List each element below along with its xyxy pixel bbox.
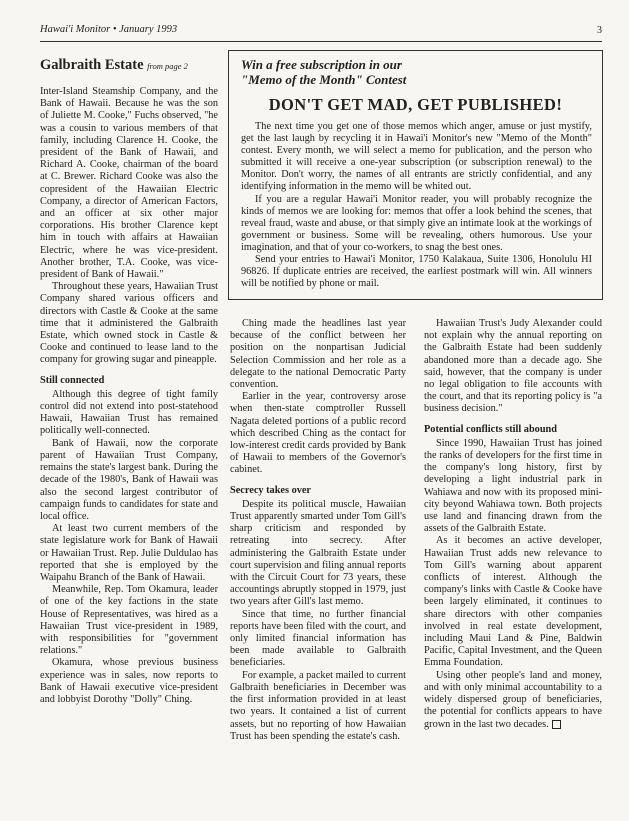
- end-of-article-icon: [552, 720, 561, 729]
- publication-line: Hawai'i Monitor • January 1993: [40, 24, 178, 35]
- subheading-still-connected: Still connected: [40, 374, 105, 386]
- paragraph: Hawaiian Trust's Judy Alexander could not explain why the annual reporting on the Galbraith Estate had been suddenly abandoned more than a decade ago. She said, however, that the company is under no legal obligation to file accounts with the court, and that its reporting policy is "a business decision.": [424, 318, 602, 415]
- paragraph: Bank of Hawaii, now the corporate parent of Hawaiian Trust Company, remains the state's largest bank. During the decade of the 1980's, Bank of Hawaii was also the second largest contributor of campaign funds to candidates for state and local office.: [40, 437, 218, 522]
- paragraph: Inter-Island Steamship Company, and the Bank of Hawaii. Because he was the son of Juliette M. Cooke," Fuchs observed, "he was a cousin to various members of that family, including Clarence H. Cooke, the president of the Bank of Hawaii, and Richard A. Cooke, chairman of the board at C. Brewer. Richard Cooke was also the copresident of the Hawaiian Electric Company, a director of American Factors, and an officer at six other major corporations. His brother Clarence kept him in touch with affairs at Hawaiian Electric, where he was vice-president. Another brother, T.A. Cooke, was vice-president of Bank of Hawaii.": [40, 86, 218, 281]
- paragraph: Meanwhile, Rep. Tom Okamura, leader of one of the key factions in the state House of Representatives, was hired as a Hawaiian Trust vice-president in 1989, with responsibilities for "government relations.": [40, 584, 218, 657]
- paragraph: Although this degree of tight family control did not extend into post-statehood Hawaii, Hawaiian Trust has remained politically well-connected.: [40, 388, 218, 437]
- paragraph: Ching made the headlines last year because of the conflict between her position on the nonpartisan Judicial Selection Commission and her role as a delegate to the national Democratic Party convention.: [230, 318, 406, 391]
- contest-title: [241, 57, 406, 87]
- contest-body: [241, 121, 592, 290]
- paragraph: Send your entries to Hawai'i Monitor, 1750 Kalakaua, Suite 1306, Honolulu HI 96826. If duplicate entries are received, the earliest postmark will win. All winners will be notified by phone or mail.: [241, 254, 592, 290]
- column-2: [230, 318, 406, 743]
- contest-title-line1: Win a free subscription in our: [241, 57, 402, 72]
- paragraph: Throughout these years, Hawaiian Trust Company shared various officers and directors with Castle & Cooke at the same time that it administered the Galbraith Estate, which owned stock in Castle & Cooke and continued to lease land to the company for growing sugar and pineapple.: [40, 281, 218, 366]
- paragraph: Since 1990, Hawaiian Trust has joined the ranks of developers for the first time in the company's long history, first by developing a light industrial park in Wahiawa and now with its proposed mini-city beyond Wahiawa town. Both projects use land and financing drawn from the assets of the Galbraith Estate.: [424, 437, 602, 535]
- continued-from-label: from page 2: [147, 61, 188, 71]
- header-rule: [40, 41, 602, 42]
- subheading-secrecy: Secrecy takes over: [230, 484, 312, 496]
- paragraph: Despite its political muscle, Hawaiian Trust apparently smarted under Tom Gill's sharp criticism and responded by retreating into secrecy. After administering the Galbraith Estate under court supervision and filing annual reports with the Circuit Court for 73 years, these accountings abruptly stopped in 1979, just two years after Gill's last memo.: [230, 498, 406, 608]
- paragraph: For example, a packet mailed to current Galbraith beneficiaries in December was the first information provided in at least two years. It contained a list of current assets, but no reporting of how Hawaiian Trust has been spending the estate's cash.: [230, 669, 406, 742]
- page-number: 3: [597, 25, 602, 36]
- article-title: [40, 57, 218, 74]
- memo-contest-box: [228, 50, 603, 300]
- paragraph: At least two current members of the state legislature work for Bank of Hawaii or Hawaiian Trust. Rep. Julie Duldulao has reported that she is employed by the Waipahu Branch of the Bank of Hawaii.: [40, 523, 218, 583]
- subheading-conflicts: Potential conflicts still abound: [424, 423, 558, 435]
- paragraph: Since that time, no further financial reports have been filed with the court, and only limited financial information has been made available to Galbraith beneficiaries.: [230, 608, 406, 669]
- contest-headline: DON'T GET MAD, GET PUBLISHED!: [268, 95, 563, 114]
- paragraph: If you are a regular Hawai'i Monitor reader, you will probably recognize the kinds of memos we are looking for: memos that offer a look behind the scenes, that reveal fraud, waste and abuse, or that simply give an intimate look at the workings of government or business. Some will be revealing, others humorous. Use your imagination, and that of your co-workers, to snag the best ones.: [241, 193, 592, 253]
- paragraph: Earlier in the year, controversy arose when then-state comptroller Russell Nagata deleted portions of a public record which described Ching as the contact for low-interest credit cards provided by Bank of Hawaii to members of the Governor's cabinet.: [230, 391, 406, 476]
- final-paragraph-text: Using other people's land and money, and with only minimal accountability to a widely dispersed group of beneficiaries, the potential for conflicts appears to have grown in the last two decades.: [424, 669, 602, 730]
- page-header: [40, 24, 602, 38]
- paragraph: [424, 670, 602, 731]
- contest-title-line2: "Memo of the Month" Contest: [241, 72, 407, 87]
- column-3: [424, 318, 602, 731]
- article-title-text: Galbraith Estate: [40, 57, 144, 73]
- column-1: [40, 50, 218, 706]
- paragraph: As it becomes an active developer, Hawaiian Trust adds new relevance to Tom Gill's warning about apparent conflicts of interest. Although the company's links with Castle & Cooke have been largely eliminated, it continues to share directors with other companies involved in real estate development, including Maui Land & Pine, Baldwin Pacific, Capital Investment, and the Queen Emma Foundation.: [424, 535, 602, 669]
- paragraph: Okamura, whose previous business experience was in sales, now reports to Bank of Hawaii executive vice-president and lobbyist Dorothy "Dolly" Ching.: [40, 657, 218, 705]
- paragraph: The next time you get one of those memos which anger, amuse or just mystify, get the last laugh by recycling it in Hawai'i Monitor's new "Memo of the Month" contest. Every month, we will select a memo for publication, and the person who submitted it will receive a one-year subscription (or subscription renewal) to the Monitor. Don't worry, the names of all entrants are strictly confidential, and any identifying information in the memo will be whited out.: [241, 121, 592, 193]
